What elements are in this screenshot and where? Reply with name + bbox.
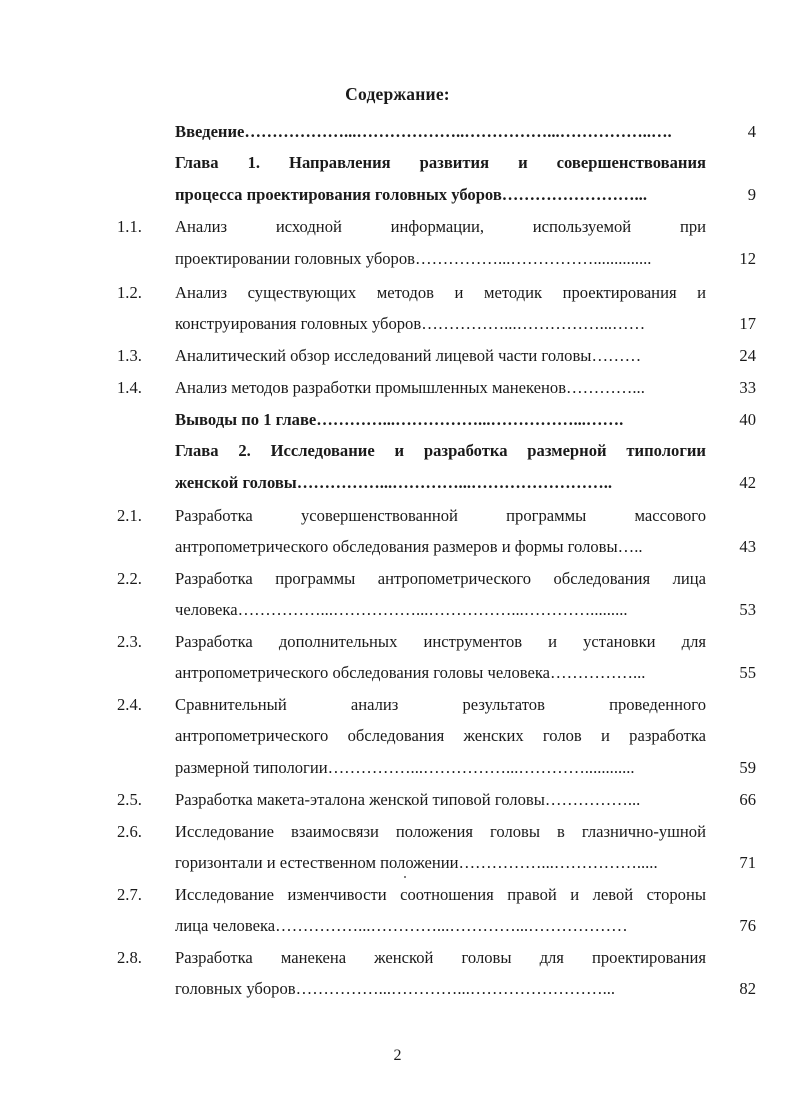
toc-line: женской головы……………...…………...……………………..	[175, 473, 613, 492]
toc-number: 2.7.	[117, 885, 142, 904]
toc-page: 17	[739, 314, 756, 333]
toc-line: Анализ исходной информации, используемой при	[175, 217, 706, 236]
toc-line: головных уборов……………...…………...……………………...	[175, 979, 616, 998]
toc-page: 9	[747, 185, 756, 204]
toc-line: Исследование взаимосвязи положения головы в глазнично-ушной	[175, 822, 706, 841]
toc-page: 66	[739, 790, 756, 809]
page-number: 2	[393, 1047, 402, 1064]
toc-page: 71	[739, 853, 756, 872]
toc-number: 2.1.	[117, 506, 142, 525]
toc-line: Глава 1. Направления развития и совершенствования	[175, 153, 706, 172]
toc-line: горизонтали и естественном положении……………...…………….....	[175, 853, 658, 872]
toc-line: Сравнительный анализ результатов проведенного	[175, 695, 706, 714]
toc-number: 1.2.	[117, 283, 142, 302]
toc-page: 24	[739, 346, 756, 365]
toc-page: 42	[739, 473, 756, 492]
toc-line: Аналитический обзор исследований лицевой части головы………	[175, 346, 642, 365]
toc-line: Разработка макета-эталона женской типовой головы……………...	[175, 790, 641, 809]
toc-number: 2.6.	[117, 822, 142, 841]
toc-line: Исследование изменчивости соотношения правой и левой стороны	[175, 885, 706, 904]
toc-number: 2.4.	[117, 695, 142, 714]
toc-page: 53	[739, 600, 756, 619]
toc-line: Анализ методов разработки промышленных манекенов…………...	[175, 378, 645, 397]
toc-line: лица человека……………...…………...…………...………………	[175, 916, 628, 935]
toc-line: проектировании головных уборов……………...……………..............	[175, 249, 652, 268]
toc-line: антропометрического обследования головы человека……………...	[175, 663, 646, 682]
toc-line: Разработка дополнительных инструментов и установки для	[175, 632, 706, 651]
toc-number: 2.3.	[117, 632, 142, 651]
toc-number: 1.1.	[117, 217, 142, 236]
toc-number: 1.4.	[117, 378, 142, 397]
toc-page: 82	[739, 979, 756, 998]
toc-line: процесса проектирования головных уборов……………………...	[175, 185, 647, 204]
toc-line: Анализ существующих методов и методик проектирования и	[175, 283, 706, 302]
toc-number: 1.3.	[117, 346, 142, 365]
toc-line: человека……………...……………...……………...………….........	[175, 600, 628, 619]
toc-page: 55	[739, 663, 756, 682]
toc-line: антропометрического обследования женских голов и разработка	[175, 726, 706, 745]
toc-page: 12	[739, 249, 756, 268]
toc-page: 40	[739, 410, 756, 429]
toc-line: Глава 2. Исследование и разработка размерной типологии	[175, 441, 706, 460]
toc-line: Выводы по 1 главе…………...……………...……………...…….	[175, 410, 624, 429]
page-title: Содержание:	[345, 84, 450, 104]
toc-line: антропометрического обследования размеров и формы головы…..	[175, 537, 643, 556]
toc-page: 4	[747, 122, 756, 141]
toc-number: 2.5.	[117, 790, 142, 809]
toc-page: 33	[739, 378, 756, 397]
toc-line: конструирования головных уборов……………...……………...……	[175, 314, 646, 333]
toc-page: 59	[739, 758, 756, 777]
toc-number: 2.2.	[117, 569, 142, 588]
toc-page: 76	[739, 916, 756, 935]
toc-line: размерной типологии……………...……………...…………............	[175, 758, 635, 777]
toc-line: Разработка усовершенствованной программы массового	[175, 506, 706, 525]
toc-page: 43	[739, 537, 756, 556]
toc-number: 2.8.	[117, 948, 142, 967]
toc-line: Разработка программы антропометрического обследования лица	[175, 569, 706, 588]
toc-line: Введение………………...………………..……………...……………..….	[175, 122, 672, 141]
toc-line: Разработка манекена женской головы для проектирования	[175, 948, 706, 967]
scan-speck	[404, 876, 406, 878]
